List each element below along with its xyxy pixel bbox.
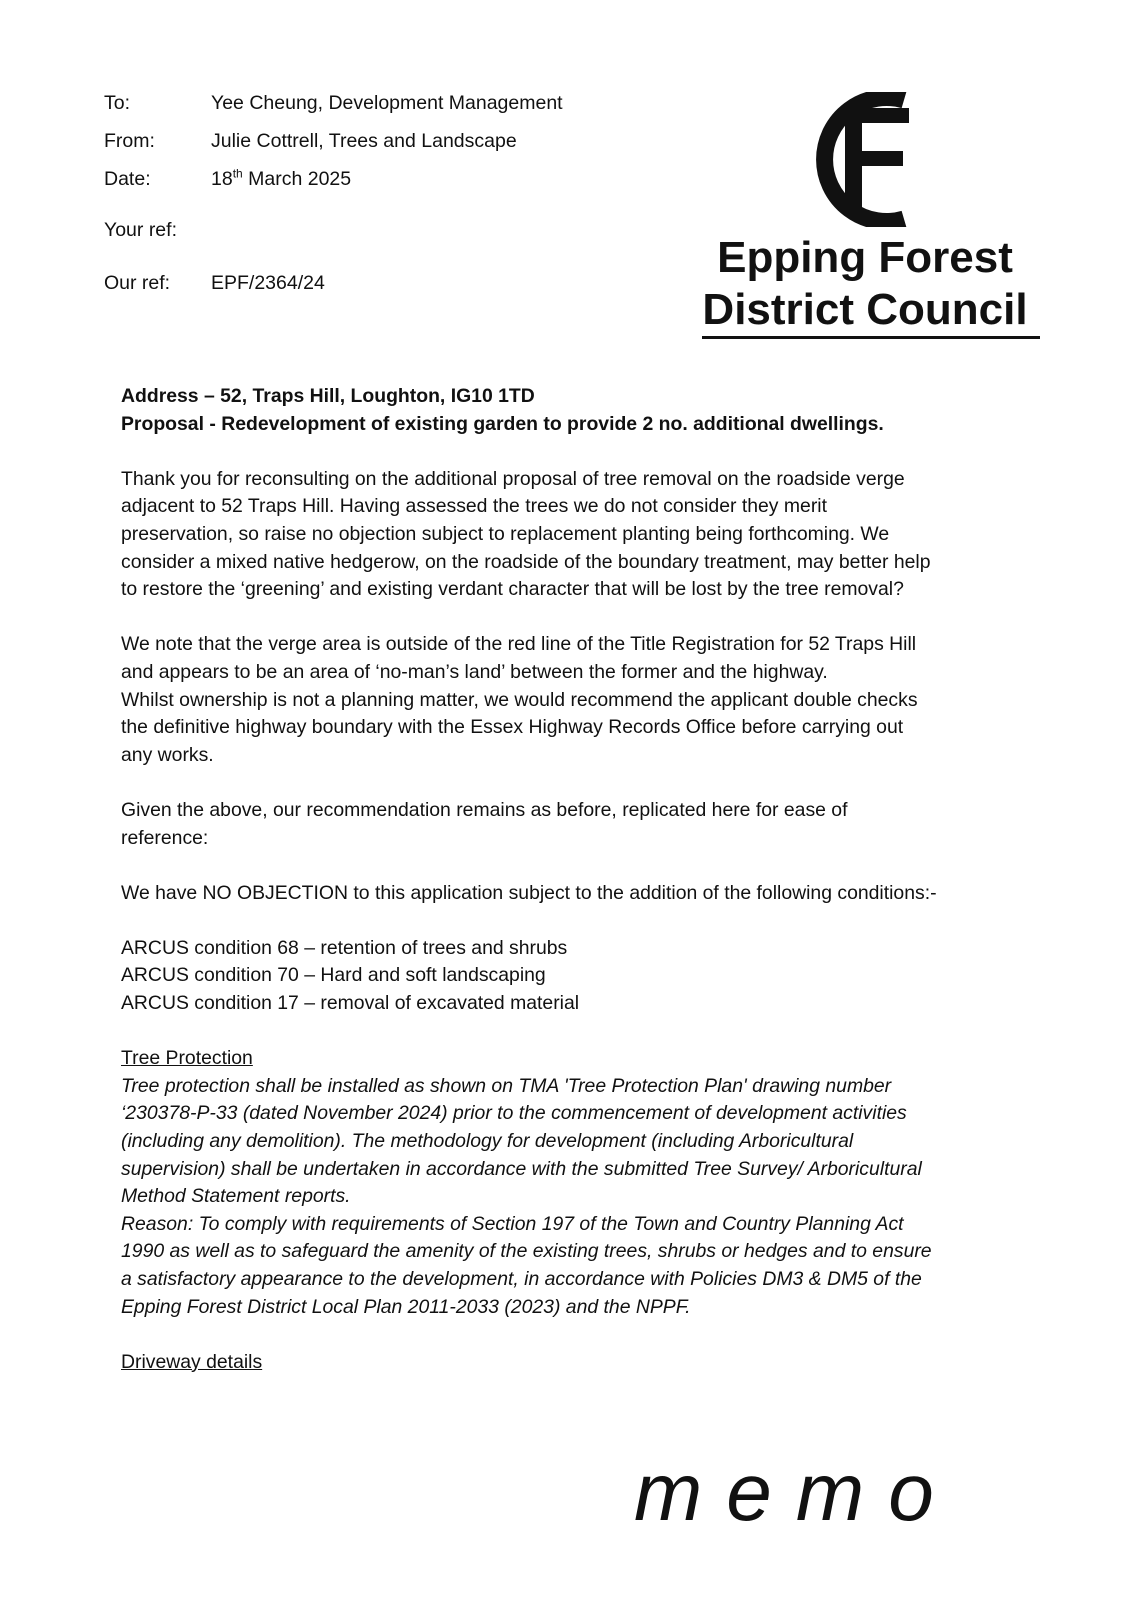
- your-ref-label: Your ref:: [104, 219, 177, 241]
- condition-item: ARCUS condition 68 – retention of trees and shrubs: [121, 936, 568, 959]
- text-line: We note that the verge area is outside of the red line of the Title Registration for 52 Traps Hill: [121, 633, 917, 656]
- text-line: Given the above, our recommendation remains as before, replicated here for ease of: [121, 798, 848, 821]
- council-name: [690, 232, 1040, 336]
- to-label: To:: [104, 92, 131, 114]
- text-line: adjacent to 52 Traps Hill. Having assessed the trees we do not consider they merit: [121, 495, 827, 518]
- from-value: Julie Cottrell, Trees and Landscape: [211, 130, 517, 152]
- condition-item: ARCUS condition 17 – removal of excavated material: [121, 992, 580, 1015]
- text-line: Method Statement reports.: [121, 1185, 351, 1208]
- paragraph-reconsultation: [121, 466, 1021, 604]
- text-line: supervision) shall be undertaken in accordance with the submitted Tree Survey/ Arboricultural: [121, 1157, 922, 1180]
- driveway-details-heading: Driveway details: [121, 1350, 263, 1373]
- text-line: Epping Forest District Local Plan 2011-2033 (2023) and the NPPF.: [121, 1295, 691, 1318]
- date-rest: March 2025: [242, 168, 352, 190]
- text-line: Reason: To comply with requirements of Section 197 of the Town and Country Planning Act: [121, 1212, 904, 1235]
- address-line: Address – 52, Traps Hill, Loughton, IG10 1TD: [121, 385, 535, 407]
- text-line: the definitive highway boundary with the Essex Highway Records Office before carrying out: [121, 716, 904, 739]
- date-suffix: th: [232, 166, 243, 181]
- tree-protection-heading: Tree Protection: [121, 1047, 253, 1070]
- paragraph-verge-ownership: [121, 631, 1021, 769]
- text-line: reference:: [121, 826, 209, 849]
- text-line: consider a mixed native hedgerow, on the roadside of the boundary treatment, may better help: [121, 550, 931, 573]
- text-line: Thank you for reconsulting on the additional proposal of tree removal on the roadside verge: [121, 467, 905, 490]
- text-line: 1990 as well as to safeguard the amenity of the existing trees, shrubs or hedges and to ensure: [121, 1240, 932, 1263]
- date-day: 18: [211, 168, 233, 190]
- council-name-line2: District Council: [702, 285, 1028, 334]
- to-value: Yee Cheung, Development Management: [211, 92, 563, 114]
- text-line: preservation, so raise no objection subject to replacement planting being forthcoming. We: [121, 522, 890, 545]
- condition-item: ARCUS condition 70 – Hard and soft landscaping: [121, 964, 546, 987]
- council-name-line1: Epping Forest: [717, 233, 1013, 282]
- memo-footer: memo: [634, 1447, 958, 1538]
- council-logo-icon: [800, 92, 925, 227]
- date-value: [211, 168, 351, 191]
- date-label: Date:: [104, 168, 151, 190]
- text-line: Whilst ownership is not a planning matter, we would recommend the applicant double checks: [121, 688, 918, 711]
- text-line: Tree protection shall be installed as shown on TMA 'Tree Protection Plan' drawing number: [121, 1074, 892, 1097]
- from-label: From:: [104, 130, 155, 152]
- text-line: a satisfactory appearance to the development, in accordance with Policies DM3 & DM5 of the: [121, 1268, 922, 1290]
- memo-body: [121, 383, 1021, 1376]
- our-ref-label: Our ref:: [104, 272, 171, 294]
- our-ref-value: EPF/2364/24: [211, 272, 325, 294]
- proposal-line: Proposal - Redevelopment of existing garden to provide 2 no. additional dwellings.: [121, 412, 884, 435]
- text-line: to restore the ‘greening’ and existing verdant character that will be lost by the tree removal?: [121, 578, 904, 601]
- tree-protection-text: [121, 1073, 1021, 1321]
- council-underline: [702, 336, 1040, 339]
- no-objection-statement: We have NO OBJECTION to this application subject to the addition of the following conditions:-: [121, 881, 937, 904]
- text-line: and appears to be an area of ‘no-man’s land’ between the former and the highway.: [121, 660, 828, 683]
- conditions-list: [121, 935, 1021, 1018]
- paragraph-recommendation: [121, 797, 1021, 852]
- text-line: (including any demolition). The methodology for development (including Arboricultural: [121, 1130, 854, 1153]
- text-line: any works.: [121, 743, 214, 766]
- text-line: ‘230378-P-33 (dated November 2024) prior to the commencement of development activities: [121, 1102, 907, 1125]
